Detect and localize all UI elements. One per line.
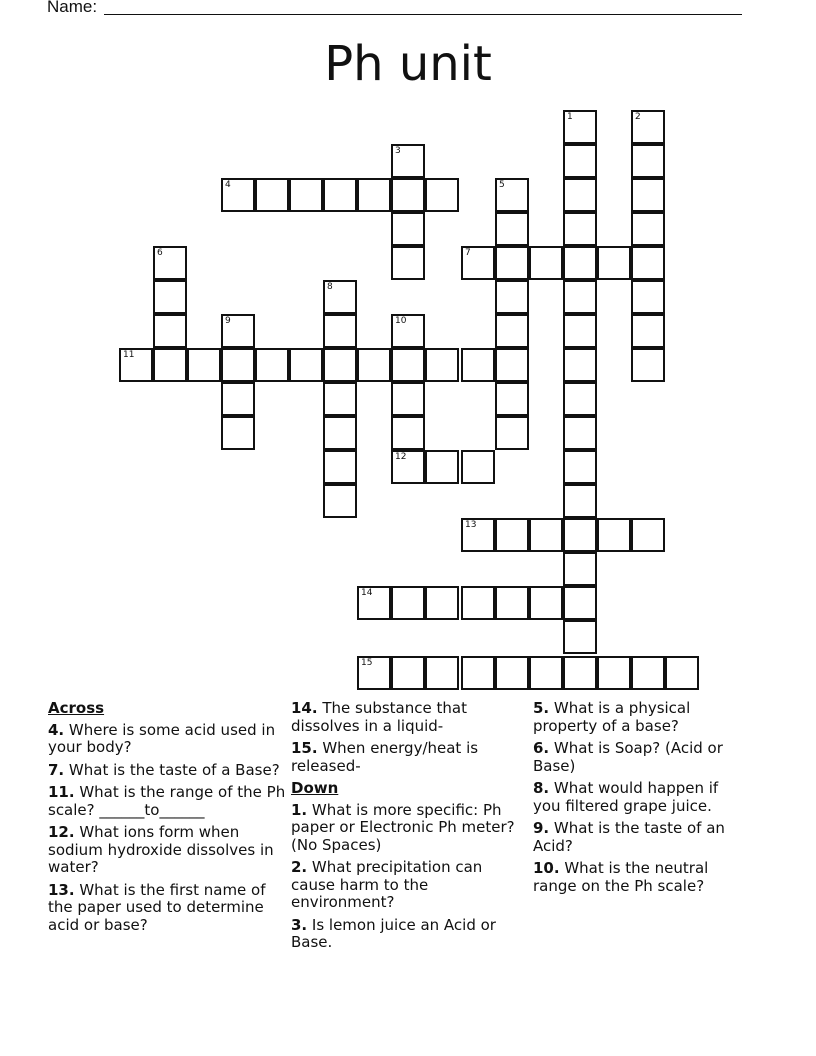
crossword-cell[interactable] [563,416,597,450]
crossword-cell[interactable] [563,280,597,314]
clue-down-8: 8. What would happen if you filtered grape juice. [533,779,719,815]
crossword-cell[interactable] [391,450,425,484]
crossword-cell[interactable] [461,518,495,552]
clue-column-1 [48,700,286,939]
crossword-cell[interactable] [391,416,425,450]
crossword-cell[interactable] [563,110,597,144]
crossword-cell[interactable] [631,280,665,314]
crossword-cell[interactable] [221,348,255,382]
crossword-cell[interactable] [357,586,391,620]
clue-down-6: 6. What is Soap? (Acid or Base) [533,739,723,775]
crossword-cell[interactable] [391,348,425,382]
crossword-cell[interactable] [631,518,665,552]
crossword-cell[interactable] [631,246,665,280]
crossword-cell[interactable] [289,178,323,212]
crossword-cell[interactable] [391,314,425,348]
crossword-cell[interactable] [631,144,665,178]
crossword-cell[interactable] [563,348,597,382]
clue-across-14: 14. The substance that dissolves in a liquid- [291,699,467,735]
crossword-cell[interactable] [631,314,665,348]
crossword-cell[interactable] [357,656,391,690]
crossword-cell[interactable] [597,656,631,690]
crossword-cell[interactable] [563,212,597,246]
crossword-cell[interactable] [631,178,665,212]
clue-number-label: 13 [465,520,477,530]
crossword-cell[interactable] [495,212,529,246]
clue-number-label: 8 [327,282,333,292]
crossword-cell[interactable] [323,416,357,450]
crossword-cell[interactable] [425,348,459,382]
crossword-cell[interactable] [563,656,597,690]
crossword-cell[interactable] [323,484,357,518]
crossword-cell[interactable] [461,656,495,690]
clue-across-15: 15. When energy/heat is released- [291,739,479,775]
clue-number-label: 2 [635,112,641,122]
crossword-cell[interactable] [425,178,459,212]
crossword-cell[interactable] [631,110,665,144]
crossword-cell[interactable] [221,416,255,450]
crossword-cell[interactable] [563,586,597,620]
crossword-cell[interactable] [153,246,187,280]
crossword-cell[interactable] [153,280,187,314]
crossword-cell[interactable] [391,178,425,212]
crossword-cell[interactable] [255,348,289,382]
clue-number-label: 14 [361,588,373,598]
crossword-cell[interactable] [391,212,425,246]
crossword-cell[interactable] [425,586,459,620]
clue-down-10: 10. What is the neutral range on the Ph scale? [533,859,709,895]
crossword-cell[interactable] [187,348,221,382]
crossword-cell[interactable] [563,144,597,178]
crossword-cell[interactable] [563,314,597,348]
crossword-cell[interactable] [631,656,665,690]
name-label: Name: [47,0,98,16]
crossword-cell[interactable] [153,314,187,348]
crossword-cell[interactable] [529,246,563,280]
crossword-cell[interactable] [495,382,529,416]
across-heading: Across [48,699,105,717]
crossword-cell[interactable] [495,280,529,314]
clue-number-label: 6 [157,248,163,258]
crossword-cell[interactable] [529,518,563,552]
crossword-cell[interactable] [495,586,529,620]
crossword-cell[interactable] [495,518,529,552]
crossword-cell[interactable] [425,656,459,690]
crossword-cell[interactable] [119,348,153,382]
crossword-cell[interactable] [323,178,357,212]
crossword-cell[interactable] [495,314,529,348]
clue-across-7: 7. What is the taste of a Base? [48,760,280,779]
crossword-cell[interactable] [153,348,187,382]
crossword-cell[interactable] [289,348,323,382]
crossword-cell[interactable] [221,314,255,348]
crossword-cell[interactable] [221,382,255,416]
crossword-cell[interactable] [391,656,425,690]
down-heading: Down [291,779,339,797]
crossword-cell[interactable] [563,484,597,518]
clue-across-13: 13. What is the first name of the paper used to determine acid or base? [48,880,266,934]
clue-number-label: 15 [361,658,373,668]
crossword-cell[interactable] [563,382,597,416]
page-title: Ph unit [324,36,492,92]
crossword-cell[interactable] [495,246,529,280]
crossword-cell[interactable] [495,656,529,690]
crossword-cell[interactable] [631,348,665,382]
clue-number-label: 11 [123,350,135,360]
clue-number-label: 10 [395,316,407,326]
crossword-cell[interactable] [563,620,597,654]
crossword-cell[interactable] [529,656,563,690]
crossword-cell[interactable] [597,246,631,280]
crossword-cell[interactable] [323,348,357,382]
crossword-cell[interactable] [323,280,357,314]
crossword-cell[interactable] [461,348,495,382]
crossword-cell[interactable] [529,586,563,620]
crossword-cell[interactable] [563,450,597,484]
crossword-cell[interactable] [357,178,391,212]
crossword-cell[interactable] [495,178,529,212]
crossword-cell[interactable] [461,450,495,484]
crossword-cell[interactable] [665,656,699,690]
clue-number-label: 1 [567,112,573,122]
crossword-cell[interactable] [425,450,459,484]
clue-number-label: 12 [395,452,407,462]
crossword-cell[interactable] [563,178,597,212]
crossword-cell[interactable] [597,518,631,552]
clue-across-12: 12. What ions form when sodium hydroxide dissolves in water? [48,823,274,876]
clue-down-3: 3. Is lemon juice an Acid or Base. [291,915,496,951]
clue-number-label: 7 [465,248,471,258]
crossword-cell[interactable] [391,246,425,280]
crossword-cell[interactable] [391,586,425,620]
crossword-cell[interactable] [495,416,529,450]
crossword-cell[interactable] [323,382,357,416]
clue-column-2 [291,700,523,957]
crossword-cell[interactable] [357,348,391,382]
clue-across-4: 4. Where is some acid used in your body? [48,720,276,756]
clue-down-2: 2. What precipitation can cause harm to the environment? [291,858,483,911]
clue-down-9: 9. What is the taste of an Acid? [533,819,725,855]
crossword-cell[interactable] [631,212,665,246]
crossword-cell[interactable] [391,144,425,178]
crossword-cell[interactable] [563,246,597,280]
clue-column-3 [533,700,743,900]
clue-number-label: 4 [225,180,231,190]
clue-down-5: 5. What is a physical property of a base? [533,699,691,735]
crossword-cell[interactable] [323,314,357,348]
clue-down-1: 1. What is more specific: Ph paper or Electronic Ph meter? (No Spaces) [291,800,515,854]
crossword-cell[interactable] [323,450,357,484]
clue-number-label: 5 [499,180,505,190]
crossword-cell[interactable] [495,348,529,382]
clue-across-11: 11. What is the range of the Ph scale? ______to______ [48,783,286,819]
crossword-cell[interactable] [563,552,597,586]
clue-number-label: 9 [225,316,231,326]
crossword-cell[interactable] [563,518,597,552]
clue-number-label: 3 [395,146,401,156]
crossword-cell[interactable] [391,382,425,416]
crossword-cell[interactable] [461,586,495,620]
crossword-cell[interactable] [255,178,289,212]
crossword-cell[interactable] [461,246,495,280]
crossword-cell[interactable] [221,178,255,212]
